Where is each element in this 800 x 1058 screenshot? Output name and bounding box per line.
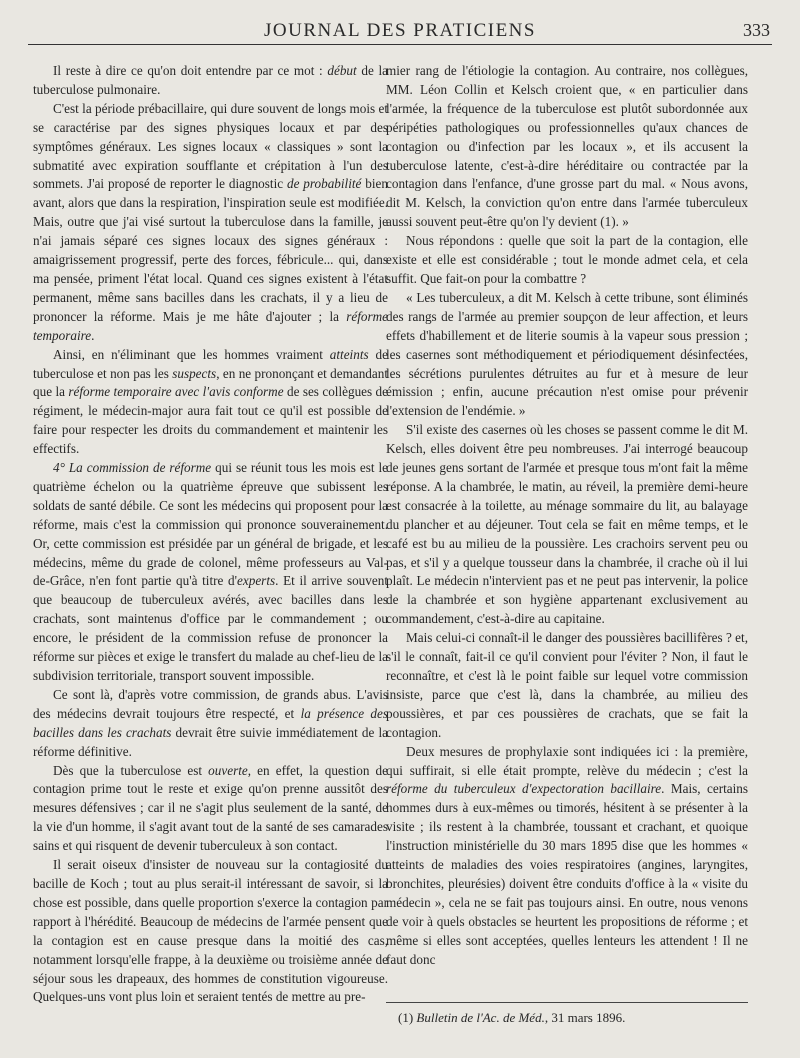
italic-text: début — [327, 63, 357, 78]
text-run: mier rang de l'étiologie la contagion. Au contraire, nos collègues, MM. Léon Collin et Kelsch croient que, « en particulier dans l'armée, la fréquence de la tuberculose est plutôt subordonnée aux péripéties pathologiques ou professionnelles qu'aux chances de contagion ou d'infection par les locaux », et ils accusent la tuberculose latente, c'est-à-dire héréditaire ou contractée par la contagion dans l'enfance, d'une grosse part du mal. « Nous avons, dit M. Kelsch, la conviction qu'on entre dans l'armée tuberculeux aussi souvent peut-être qu'on l'y devient (1). » — [386, 63, 748, 230]
italic-text: ouverte — [208, 762, 248, 778]
text-run: Il reste à dire ce qu'on doit entendre par ce mot : — [53, 63, 328, 78]
text-run: de ses collègues de régiment, le médecin-major aura fait tout ce qu'il est possible de faire pour respecter les droits du commandement et maintenir les effectifs. — [33, 384, 388, 457]
paragraph — [386, 62, 748, 232]
left-column — [33, 62, 388, 1007]
text-run: S'il existe des casernes où les choses se passent comme le dit M. Kelsch, elles doivent être peu nombreuses. J'ai interrogé beaucoup de jeunes gens sortant de l'armée et presque tous m'ont fait la même réponse. A la chambrée, le matin, au réveil, la première demi-heure est consacrée à la toilette, au ménage sommaire du lit, au balayage du plancher et au déjeuner. Tout cela se fait en même temps, et le café est bu au milieu de la poussière. Les crachoirs servent peu ou pas, et s'il y a quelque tousseur dans la chambrée, il crache où il lui plaît. Le médecin n'intervient pas et ne peut pas intervenir, la police de la chambrée et son hygiène appartenant exclusivement au commandement, c'est-à-dire au capitaine. — [386, 422, 748, 627]
paragraph — [386, 232, 748, 289]
right-column — [386, 62, 748, 970]
text-run: . — [91, 327, 95, 343]
paragraph — [33, 459, 388, 686]
paragraph — [386, 421, 748, 629]
paragraph — [386, 629, 748, 742]
italic-text: réforme du tuberculeux d'expectoration bacillaire — [386, 781, 662, 797]
paragraph — [386, 743, 748, 970]
text-run: Dès que la tuberculose est — [53, 762, 209, 778]
text-run: C'est la période prébacillaire, qui dure souvent de longs mois et se caractérise par des signes physiques locaux et par des symptômes généraux. Les signes locaux « classiques » sont la submatité avec expiration soufflante et crépitation à l'un des sommets. J'ai proposé de reporter le diagnostic — [33, 100, 388, 192]
italic-text: réforme temporaire avec l'avis conforme — [68, 384, 284, 400]
page-header — [28, 14, 772, 45]
italic-text: réforme temporaire — [33, 308, 388, 343]
text-run: devrait être suivie immédiatement de la réforme définitive. — [33, 724, 388, 759]
text-run: qui se réunit tous les mois est le quatrième échelon ou la quatrième épreuve que subissent les soldats de santé débile. Ce sont les médecins qui proposent pour la réforme, mais c'est la commission qui prononce souverainement. Or, cette commission est présidée par un général de brigade, et les médecins, même du grade de colonel, même professeurs au Val-de-Grâce, n'en font partie qu'à titre d' — [33, 460, 388, 589]
text-run: Il serait oiseux d'insister de nouveau sur la contagiosité du bacille de Koch ; tout au plus serait-il intéressant de savoir, si la chose est possible, dans quelle proportion s'exerce la contagion par rapport à l'hérédité. Beaucoup de médecins de l'armée pensent que la contagion est en cause presque dans la moitié des cas, notamment lorsqu'elle frappe, à la deuxième ou troisième année de séjour sous les drapeaux, des hommes de constitution vigoureuse. Quelques-uns vont plus loin et seraient tentés de mettre au pre- — [33, 857, 388, 1005]
footnote-marker: (1) — [398, 1010, 417, 1025]
footnote-source: Bulletin de l'Ac. de Méd. — [416, 1010, 545, 1025]
paragraph — [33, 62, 388, 100]
footnote — [398, 1009, 748, 1027]
text-run: « Les tuberculeux, a dit M. Kelsch à cette tribune, sont éliminés des rangs de l'armée au premier soupçon de leur affection, et leurs effets d'habillement et de literie soumis à la vapeur sous pression ; les casernes sont méthodiquement et périodiquement désinfectées, les sécrétions purulentes détruites au fur et à mesure de leur émission ; enfin, aucune précaution n'est omise pour prévenir l'extension de l'endémie. » — [386, 289, 748, 419]
text-run: , en ne prononçant et demandant que la — [33, 365, 388, 400]
italic-text: experts — [237, 573, 276, 589]
text-run: de la tuberculose pulmonaire. — [33, 63, 388, 97]
italic-text: la présence des bacilles dans les crachats — [33, 705, 388, 740]
footnote-divider — [386, 1002, 748, 1003]
text-run: Ainsi, en n'éliminant que les hommes vraiment — [53, 346, 330, 362]
text-run: bien avant, alors que dans la respiration, l'inspiration seule est modifiée. Mais, outre que j'ai visé surtout la tuberculose dans la famille, je n'ai jamais séparé ces signes locaux des signes généraux : amaigrissement progressif, perte des forces, fébricule... qui, dans ma pensée, priment l'état local. Quand ces signes existent à l'état permanent, même sans bacilles dans les crachats, il y a lieu de prononcer la réforme. Mais je me hâte d'ajouter ; la — [33, 176, 388, 324]
running-title: JOURNAL DES PRATICIENS — [264, 20, 536, 41]
text-run: Mais celui-ci connaît-il le danger des poussières bacillifères ? et, s'il le connaît, fait-il ce qu'il convient pour l'éviter ? Non, il faut le reconnaître, et c'est là le point faible sur lequel votre commission insiste, parce que c'est là, dans la chambrée, au milieu des poussières, et par ces poussières de crachats, que se fait la contagion. — [386, 630, 748, 740]
text-run: , en effet, la question de contagion prime tout le reste et exige qu'on prenne aussitôt des mesures défensives ; car il ne s'agit plus seulement de la santé, de la vie d'un homme, il s'agit avant tout de la santé de ses camarades sains et qui risquent de devenir tuberculeux à son contact. — [33, 762, 388, 854]
paragraph — [33, 856, 388, 1007]
italic-text: atteints — [329, 346, 369, 362]
text-run: . Et il arrive souvent que beaucoup de tuberculeux avérés, avec bacilles dans les crachats, sont maintenus d'office par le commandement ; ou encore, le président de la commission refuse de prononcer la réforme sur pièces et exige le transfert du malade au chef-lieu de la subdivision territoriale, transport souvent impossible. — [33, 573, 388, 683]
text-run: . Mais, certains hommes durs à eux-mêmes ou timorés, hésitent à se présenter à la visite ; ils restent à la chambrée, toussant et crachant, et quoique l'instruction ministérielle du 30 mars 1895 dise que les hommes « atteints de maladies des voies respiratoires (angines, laryngites, bronchites, pleurésies) doivent être conduits d'office à la « visite du médecin », cela ne se fait pas toujours ainsi. En outre, nous venons de voir à quels obstacles se heurtent les propositions de réforme ; et même si elles sont acceptées, quelles lenteurs les attendent ! Il ne faut donc — [386, 781, 748, 967]
text-run: Deux mesures de prophylaxie sont indiquées ici : la première, qui suffirait, si elle était prompte, relève du médecin ; c'est la — [386, 743, 748, 778]
text-run: Nous répondons : quelle que soit la part de la contagion, elle existe et elle est considérable ; tout le monde admet cela, et cela suffit. Que fait-on pour la combattre ? — [386, 233, 748, 286]
italic-text: suspects — [172, 365, 217, 381]
text-run: Ce sont là, d'après votre commission, de grands abus. L'avis des médecins devrait toujours être respecté, et — [33, 686, 388, 721]
italic-text: 4° La commission de réforme — [53, 460, 212, 476]
footnote-date: , 31 mars 1896. — [544, 1010, 626, 1025]
paragraph — [33, 686, 388, 762]
italic-text: de probabilité — [286, 176, 362, 192]
page-number: 333 — [743, 20, 770, 40]
paragraph — [33, 100, 388, 346]
paragraph — [33, 762, 388, 857]
paragraph — [33, 346, 388, 459]
text-run: de tuberculose et non pas les — [33, 346, 388, 381]
paragraph — [386, 289, 748, 421]
